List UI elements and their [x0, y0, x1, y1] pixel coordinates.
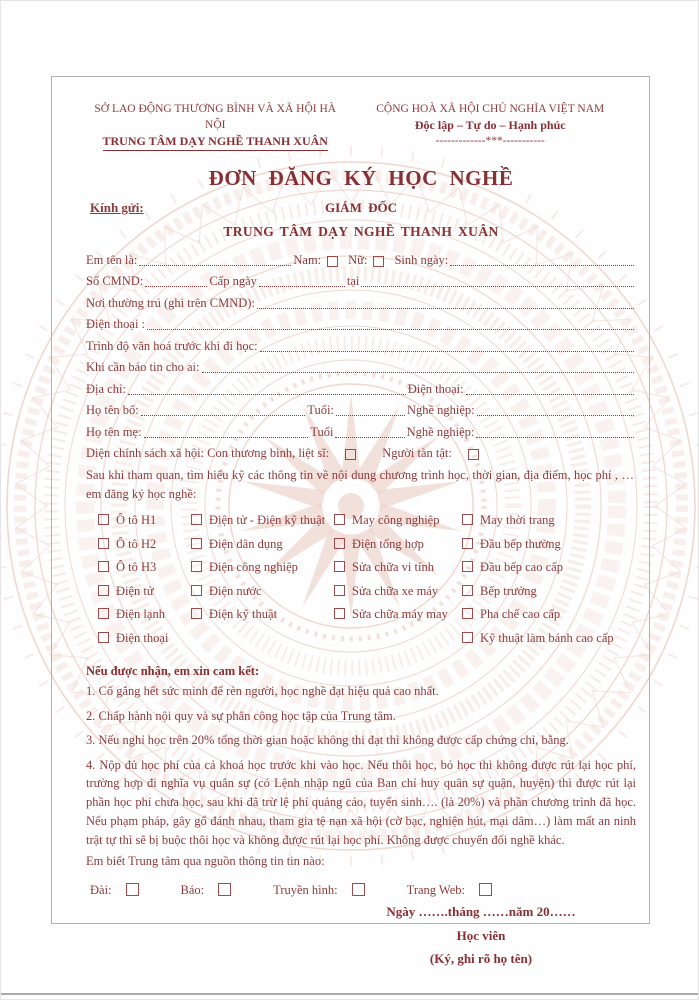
course-cell: [334, 580, 462, 604]
course-label: Điện dân dụng: [209, 536, 283, 551]
father-age-label: Tuổi:: [307, 403, 334, 417]
id-place-input-line[interactable]: [361, 285, 634, 287]
name-input-line[interactable]: [139, 264, 291, 266]
education-input-line[interactable]: [260, 350, 634, 352]
notify-input-line[interactable]: [202, 371, 634, 373]
form-header: [86, 101, 636, 151]
course-label: Đầu bếp thường: [480, 536, 561, 551]
notify-phone-input-line[interactable]: [466, 393, 634, 395]
course-checkbox[interactable]: [191, 514, 202, 525]
divider-stars: -------------***-----------: [435, 135, 545, 147]
war-invalid-child-checkbox[interactable]: [345, 449, 356, 460]
father-age-input-line[interactable]: [336, 414, 405, 416]
course-cell: [98, 603, 191, 627]
commitment-list: [86, 679, 636, 849]
course-cell: [191, 627, 334, 651]
course-cell: [462, 603, 636, 627]
course-checkbox[interactable]: [98, 585, 109, 596]
form-title: ĐƠN ĐĂNG KÝ HỌC NGHỀ: [208, 166, 514, 190]
course-label: Điện tử - Điện kỹ thuật: [209, 513, 326, 528]
signature-block: [326, 904, 636, 967]
course-checkbox[interactable]: [98, 608, 109, 619]
info-source-checkbox[interactable]: [479, 883, 492, 896]
info-source-checkbox[interactable]: [352, 883, 365, 896]
course-checkbox[interactable]: [462, 585, 473, 596]
id-label: Số CMND:: [86, 274, 144, 288]
father-job-label: Nghề nghiệp:: [406, 403, 475, 417]
course-cell: [191, 603, 334, 627]
course-checkbox[interactable]: [191, 585, 202, 596]
course-label: Pha chế cao cấp: [480, 607, 561, 622]
course-cell: [191, 533, 334, 557]
course-label: Đầu bếp cao cấp: [480, 560, 563, 575]
registration-intro: Sau khi tham quan, tìm hiểu kỹ các thông tin về nội dung chương trình học, thời gian, địa điểm, học phí , … em đăng ký học nghề:: [86, 468, 634, 501]
info-source-label: Trang Web:: [406, 883, 465, 898]
info-source-checkbox[interactable]: [126, 883, 139, 896]
course-cell: [98, 556, 191, 580]
course-cell: [334, 533, 462, 557]
kinh-gui-label: Kính gửi:: [90, 200, 144, 215]
course-label: May thời trang: [480, 513, 555, 528]
id-issued-input-line[interactable]: [259, 285, 345, 287]
dob-input-line[interactable]: [450, 264, 634, 266]
commitment-item: 2. Chấp hành nội quy và sự phân công học tập của Trung tâm.: [86, 708, 396, 723]
commitment-heading: Nếu được nhận, em xin cam kết:: [86, 664, 260, 678]
course-cell: [462, 580, 636, 604]
mother-age-label: Tuổi: [310, 424, 334, 439]
id-input-line[interactable]: [145, 285, 207, 287]
course-checkbox[interactable]: [191, 608, 202, 619]
course-label: Sửa chữa máy may: [352, 607, 448, 622]
salutation-row: [86, 200, 636, 222]
course-label: Bếp trưởng: [480, 583, 537, 598]
notify-address-label: Địa chỉ:: [86, 381, 126, 396]
personal-info-section: [86, 247, 636, 462]
course-label: Điện công nghiệp: [209, 560, 298, 575]
male-label: Nam:: [293, 252, 322, 267]
course-checkbox[interactable]: [462, 632, 473, 643]
course-checkbox[interactable]: [462, 608, 473, 619]
info-source-question: Em biết Trung tâm qua nguồn thông tin tin nào:: [86, 854, 325, 869]
course-checkbox[interactable]: [191, 538, 202, 549]
page-edge-line: [1, 993, 698, 995]
disabled-checkbox[interactable]: [468, 449, 479, 460]
phone-input-line[interactable]: [147, 328, 634, 330]
commitment-item: 3. Nếu nghỉ học trên 20% tổng thời gian hoặc không thi đạt thì không được cấp chứng chỉ, bằng.: [86, 733, 569, 747]
mother-row: [86, 419, 636, 441]
mother-job-input-line[interactable]: [476, 436, 634, 438]
course-checkbox[interactable]: [462, 538, 473, 549]
info-source-option: [181, 883, 232, 898]
national-subtitle: Độc lập – Tự do – Hạnh phúc: [414, 118, 566, 132]
residence-input-line[interactable]: [257, 307, 634, 309]
course-checkbox[interactable]: [334, 608, 345, 619]
course-cell: [98, 580, 191, 604]
course-label: Điện lạnh: [116, 607, 165, 622]
course-checkbox[interactable]: [191, 561, 202, 572]
course-label: Điện kỹ thuật: [209, 607, 278, 622]
course-cell: [98, 509, 191, 533]
id-at-label: tại: [346, 274, 360, 288]
male-checkbox[interactable]: [327, 256, 338, 267]
course-cell: [334, 627, 462, 651]
info-source-label: Đài:: [90, 883, 112, 898]
course-cell: [462, 533, 636, 557]
national-title: CỘNG HOÀ XÃ HỘI CHỦ NGHĨA VIỆT NAM: [376, 103, 605, 115]
course-label: Kỹ thuật làm bánh cao cấp: [480, 630, 614, 645]
mother-name-input-line[interactable]: [144, 436, 309, 438]
info-source-label: Truyền hình:: [273, 883, 338, 898]
notify-address-row: [86, 376, 636, 398]
course-cell: [191, 509, 334, 533]
course-checkbox[interactable]: [334, 561, 345, 572]
mother-age-input-line[interactable]: [335, 436, 404, 438]
education-label: Trình độ văn hoá trước khi đi học:: [86, 338, 258, 353]
course-cell: [334, 603, 462, 627]
father-job-input-line[interactable]: [477, 414, 634, 416]
info-source-option: [407, 883, 492, 898]
national-motto: [345, 101, 637, 151]
signature-note: (Ký, ghi rõ họ tên): [429, 951, 533, 967]
course-label: Điện tổng hợp: [352, 536, 424, 551]
course-cell: [98, 533, 191, 557]
course-checkbox[interactable]: [98, 632, 109, 643]
course-cell: [191, 580, 334, 604]
info-source-options: [90, 883, 636, 898]
course-label: Sửa chữa vi tính: [352, 560, 434, 575]
female-checkbox[interactable]: [373, 256, 384, 267]
course-label: Sửa chữa xe máy: [352, 583, 439, 598]
notify-row: [86, 355, 636, 377]
name-label: Em tên là:: [86, 252, 138, 267]
notify-address-input-line[interactable]: [128, 393, 406, 395]
notify-phone-label: Điện thoại:: [407, 381, 464, 396]
course-checkbox[interactable]: [462, 514, 473, 525]
course-checkbox[interactable]: [334, 585, 345, 596]
course-cell: [462, 627, 636, 651]
course-checkbox[interactable]: [98, 561, 109, 572]
commitment-item: 4. Nộp đủ học phí của cả khoá học trước khi vào học. Nếu thôi học, bỏ học thì không được rút lại học phí, trường hợp đi nghĩa vụ quân sự (có Lệnh nhập ngũ của Ban chỉ huy quân sự quận, huyện) thì được rút lại phần học phí chưa học, sau khi đã trừ lệ phí quảng cáo, tuyển sinh…. (là 20%) và phần chương trình đã học. Nếu phạm pháp, gây gổ đánh nhau, tham gia tệ nạn xã hội (cờ bạc, nghiện hút, mại dâm…) làm mất an ninh trật tự thì sẽ bị buộc thôi học và không được rút lại học phí. Không được chuyển đổi nghề khác.: [86, 757, 636, 847]
education-row: [86, 333, 636, 355]
department-name: SỞ LAO ĐỘNG THƯƠNG BÌNH VÀ XÃ HỘI HÀ NỘI: [94, 103, 337, 131]
course-cell: [462, 509, 636, 533]
father-name-input-line[interactable]: [141, 414, 305, 416]
form-border-frame: [51, 76, 650, 967]
commitment-item: 1. Cố gắng hết sức mình để rèn người, học nghề đạt hiệu quả cao nhất.: [86, 684, 439, 698]
phone-row: [86, 312, 636, 334]
issuing-department: [86, 101, 345, 151]
policy-row: [86, 441, 636, 463]
recipient-title: GIÁM ĐỐC: [325, 200, 397, 215]
course-cell: [462, 556, 636, 580]
center-name: TRUNG TÂM DẠY NGHỀ THANH XUÂN: [103, 133, 328, 151]
residence-row: [86, 290, 636, 312]
course-checkbox[interactable]: [334, 538, 345, 549]
mother-label: Họ tên mẹ:: [86, 424, 142, 439]
course-cell: [334, 556, 462, 580]
recipient-center-name: TRUNG TÂM DẠY NGHỀ THANH XUÂN: [223, 224, 499, 239]
course-label: Ô tô H1: [116, 513, 157, 528]
residence-label: Nơi thường trú (ghi trên CMND):: [86, 295, 255, 310]
course-label: Điện thoại: [116, 630, 169, 645]
course-checkbox[interactable]: [98, 514, 109, 525]
course-label: May công nghiệp: [352, 513, 440, 528]
signature-date-line: Ngày …….tháng ……năm 20……: [386, 904, 576, 920]
info-source-label: Báo:: [180, 883, 205, 898]
female-label: Nữ:: [348, 252, 368, 267]
course-label: Ô tô H3: [116, 560, 157, 575]
course-checkbox-grid: [98, 509, 636, 650]
course-checkbox[interactable]: [98, 538, 109, 549]
phone-label: Điện thoại :: [86, 317, 146, 331]
disabled-label: Người tàn tật:: [382, 446, 452, 460]
father-label: Họ tên bố:: [86, 403, 139, 417]
id-row: [86, 269, 636, 291]
course-label: Điện nước: [209, 583, 262, 598]
course-checkbox[interactable]: [462, 561, 473, 572]
course-cell: [334, 509, 462, 533]
course-cell: [98, 627, 191, 651]
id-issued-label: Cấp ngày: [209, 274, 257, 288]
name-row: [86, 247, 636, 269]
policy-label: Diện chính sách xã hội: Con thương binh, liệt sĩ:: [86, 446, 330, 460]
info-source-option: [90, 883, 139, 898]
course-label: Điện tử: [116, 583, 154, 598]
notify-label: Khi cần báo tin cho ai:: [86, 360, 200, 374]
mother-job-label: Nghề nghiệp:: [406, 424, 475, 439]
dob-label: Sinh ngày:: [394, 252, 449, 267]
course-checkbox[interactable]: [334, 514, 345, 525]
info-source-option: [273, 883, 364, 898]
signature-role: Học viên: [456, 928, 506, 944]
info-source-checkbox[interactable]: [218, 883, 231, 896]
course-label: Ô tô H2: [116, 536, 157, 551]
course-cell: [191, 556, 334, 580]
father-row: [86, 398, 636, 420]
